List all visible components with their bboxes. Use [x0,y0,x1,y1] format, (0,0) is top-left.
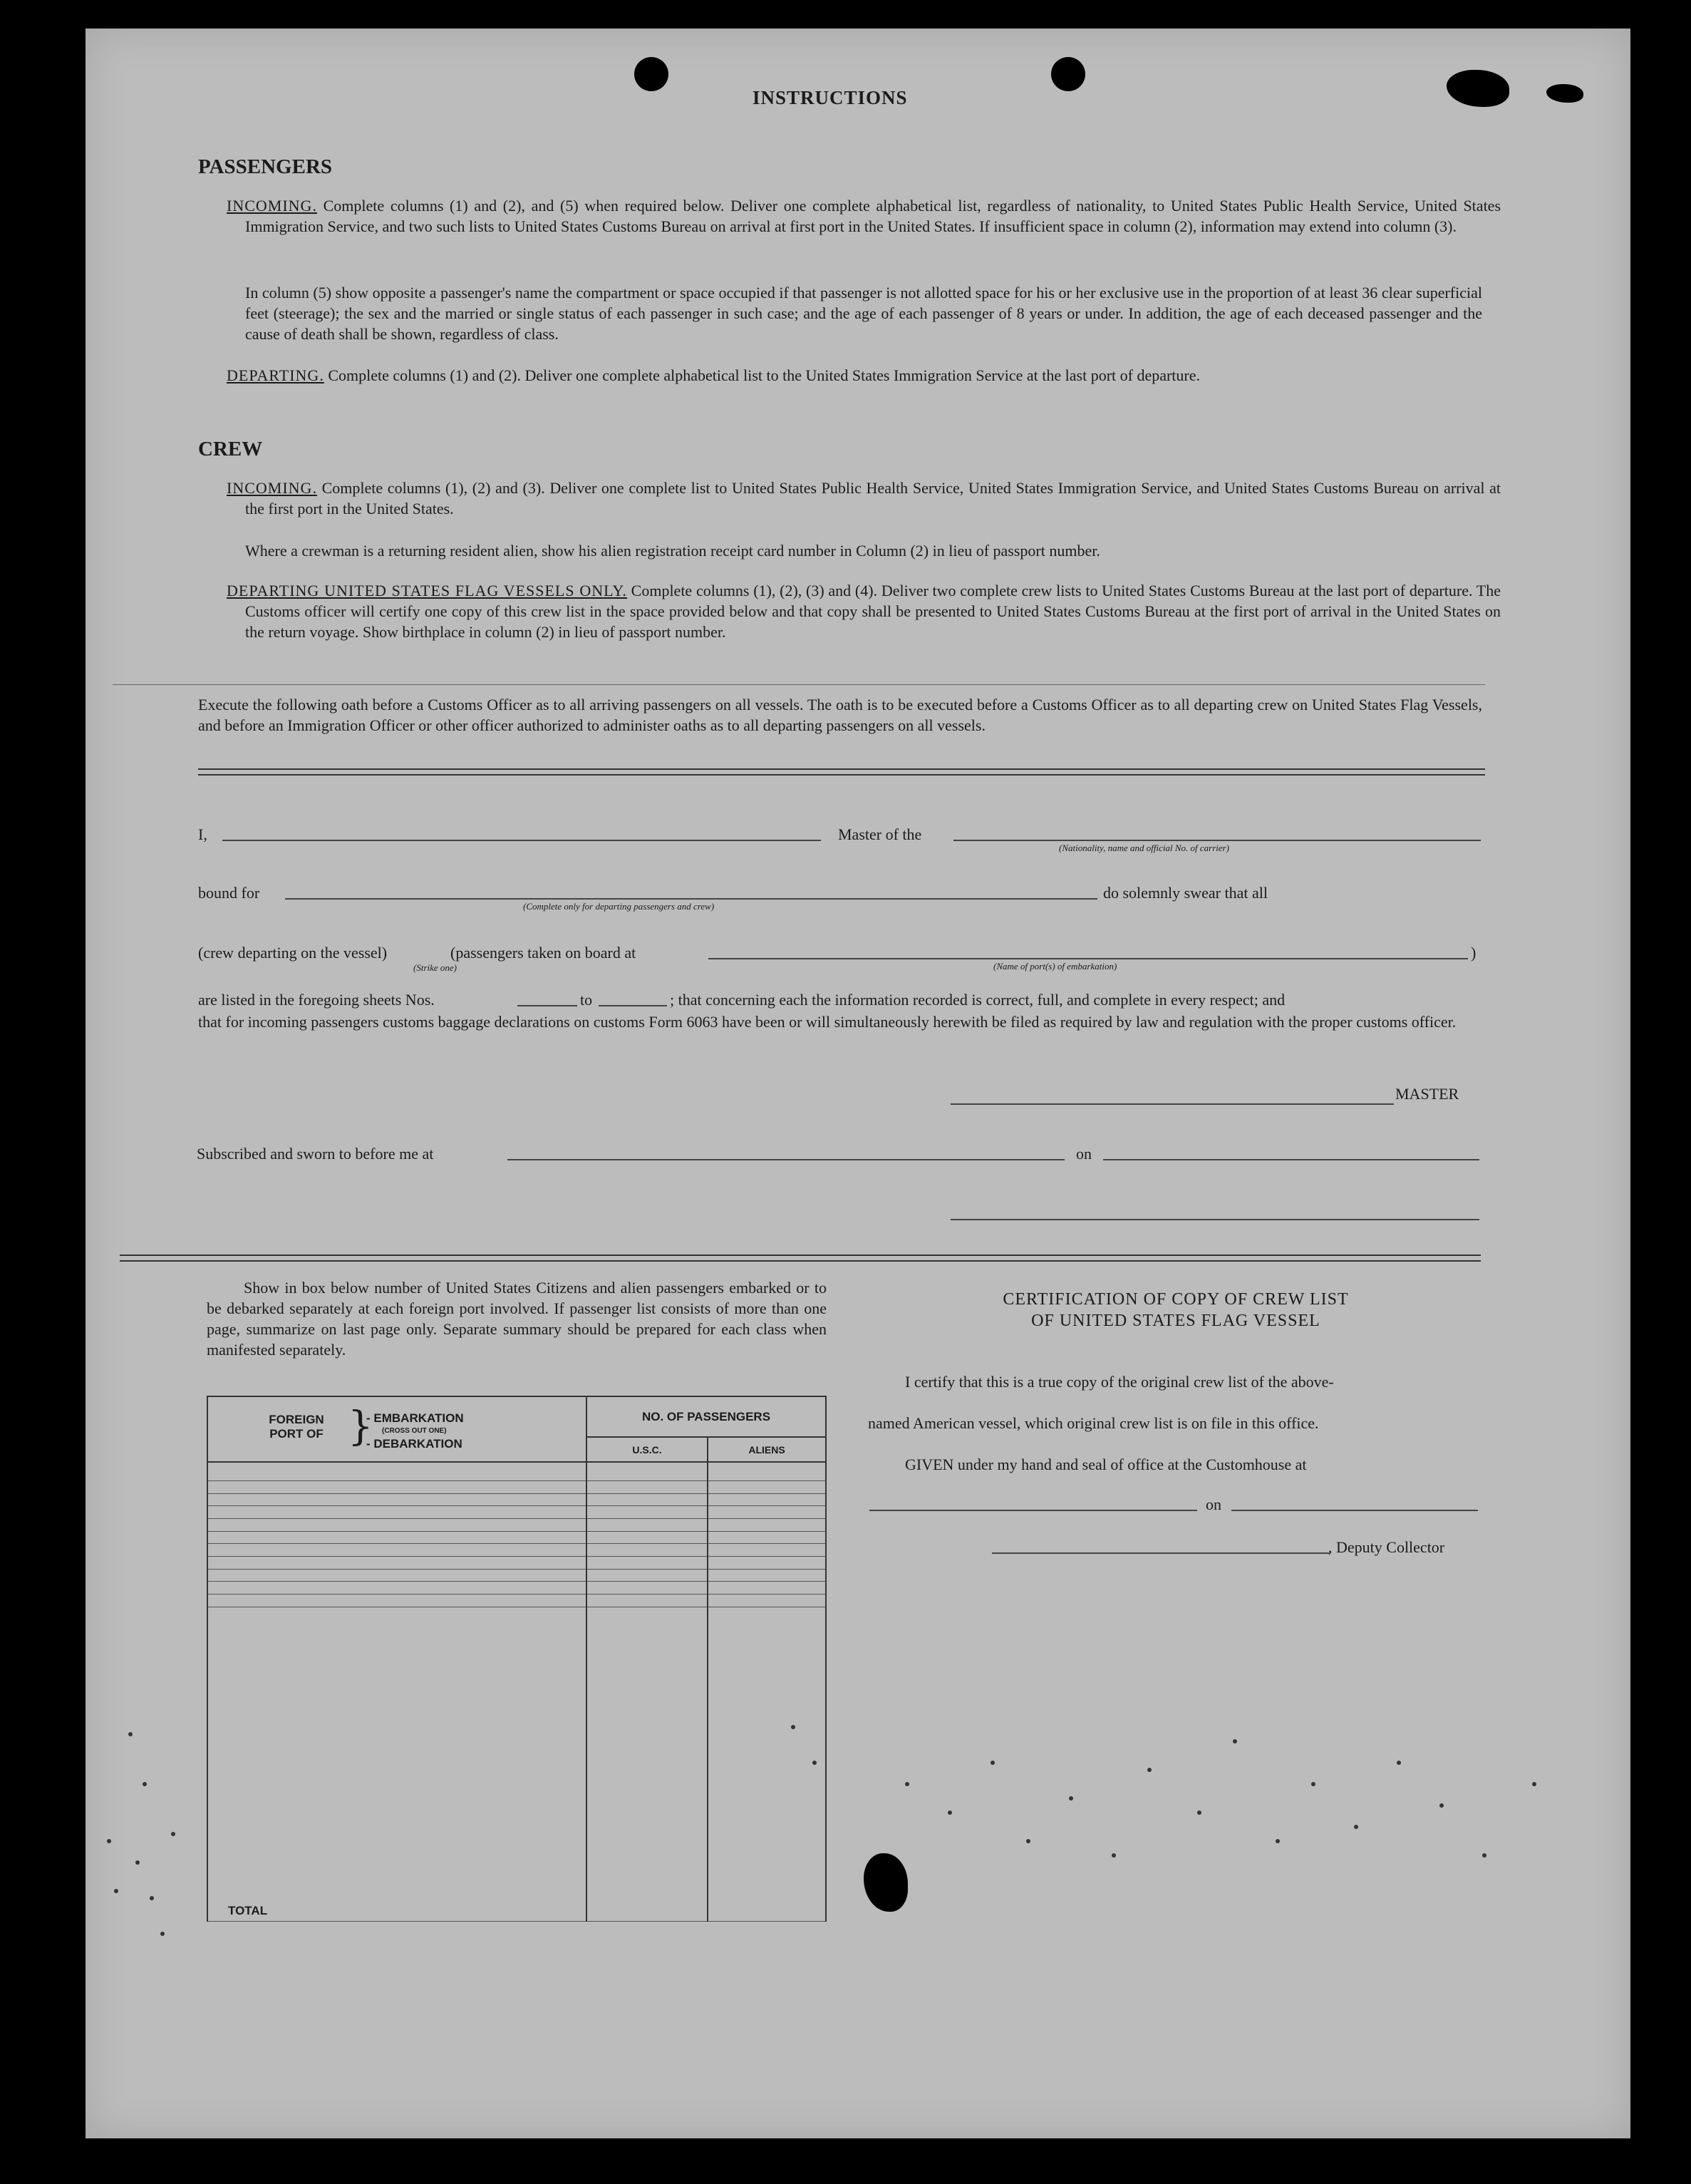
port-cell[interactable] [207,1518,586,1531]
listed-sheets-post: ; that concerning each the information recorded is correct, full, and complete in every respect; and [670,991,1286,1009]
swear-text: do solemnly swear that all [1103,884,1268,902]
port-cell[interactable] [207,1594,586,1607]
total-row [207,1607,826,1921]
summary-row [207,1594,826,1607]
summary-row [207,1462,826,1480]
aliens-cell[interactable] [708,1518,826,1531]
summary-row [207,1544,826,1557]
bound-for-caption: (Complete only for departing passengers and crew) [523,901,715,912]
aliens-cell[interactable] [708,1569,826,1582]
passengers-heading: PASSENGERS [198,155,333,178]
passengers-column5-text: In column (5) show opposite a passenger's name the compartment or space occupied if that passenger is not allotted space for his or her exclusive use in the proportion of at least 36 clear superficial feet (steerage); the sex and the married or single status of each passenger in such case; and the age of each passenger of 8 years or under. In addition, the age of each deceased passenger and the cause of death shall be shown, regardless of class. [245,284,1482,343]
bound-for-field[interactable] [285,898,1097,900]
master-name-field[interactable] [222,840,821,841]
deputy-collector-label: , Deputy Collector [1328,1538,1445,1556]
crew-departing-paragraph [227,580,1501,642]
punch-hole-right [1051,57,1085,91]
crew-incoming-text: Complete columns (1), (2) and (3). Deliver one complete list to United States Public Health Service, United States Immigration Service, and United States Customs Bureau on arrival at the first port in the United States. [245,479,1501,517]
passengers-departing-text: Complete columns (1) and (2). Deliver one complete alphabetical list to the United States Immigration Service at the last port of departure. [328,366,1201,384]
usc-header: U.S.C. [586,1437,708,1462]
carrier-field[interactable] [953,840,1481,841]
officer-signature-field[interactable] [951,1219,1479,1220]
crew-resident-paragraph [245,540,1482,561]
crew-heading: CREW [198,438,263,460]
double-rule-bottom [198,774,1485,776]
summary-instruction: Show in box below number of United States Citizens and alien passengers embarked or to be debarked separately at each foreign port involved. If passenger list consists of more than one page, summarize on last page only. Separate summary should be prepared for each class when manifested separately. [207,1279,827,1359]
subscribed-label: Subscribed and sworn to before me at [197,1145,434,1163]
foreign-port-label: FOREIGN PORT OF [269,1413,324,1441]
usc-cell[interactable] [586,1462,708,1480]
usc-cell[interactable] [586,1480,708,1493]
summary-row [207,1531,826,1544]
sworn-on-field[interactable] [1103,1159,1479,1160]
certification-title [891,1289,1461,1331]
certification-date-field[interactable] [1231,1510,1478,1511]
bound-for-label: bound for [198,884,260,902]
debarkation-label[interactable]: - DEBARKATION [366,1437,462,1451]
certification-title-line1: CERTIFICATION OF COPY OF CREW LIST [1003,1290,1349,1309]
double-rule-lower-bottom [120,1260,1481,1262]
aliens-header: ALIENS [708,1437,826,1462]
sheet-to-field[interactable] [599,1005,667,1006]
crew-resident-text: Where a crewman is a returning resident alien, show his alien registration receipt card number in Column (2) in lieu of passport number. [245,542,1100,560]
port-cell[interactable] [207,1556,586,1569]
passengers-departing-lead: DEPARTING. [227,366,324,384]
usc-cell[interactable] [586,1582,708,1595]
strike-one-caption: (Strike one) [413,962,457,973]
listed-sheets-continued: that for incoming passengers customs baggage declarations on customs Form 6063 have been or will simultaneously herewith be filed as required by law and regulation with the proper customs officer. [198,1013,1457,1031]
summary-row [207,1556,826,1569]
summary-row [207,1480,826,1493]
usc-cell[interactable] [586,1544,708,1557]
port-embarkation-caption: (Name of port(s) of embarkation) [993,961,1117,972]
oath-i-label: I, [198,825,207,843]
listed-sheets-pre: are listed in the foregoing sheets Nos. [198,991,435,1009]
customhouse-field[interactable] [869,1510,1197,1511]
master-signature-field[interactable] [951,1103,1394,1105]
divider-rule [113,684,1485,685]
summary-row [207,1506,826,1519]
port-cell[interactable] [207,1462,586,1480]
port-cell[interactable] [207,1506,586,1519]
summary-row [207,1569,826,1582]
aliens-cell[interactable] [708,1582,826,1595]
certify-line1: I certify that this is a true copy of the original crew list of the above- [905,1373,1334,1391]
sworn-on-label: on [1076,1145,1092,1163]
total-aliens-cell[interactable] [708,1607,826,1921]
passengers-incoming-lead: INCOMING. [227,197,317,215]
aliens-cell[interactable] [708,1462,826,1480]
page-title: INSTRUCTIONS [753,87,908,108]
summary-row [207,1518,826,1531]
usc-cell[interactable] [586,1594,708,1607]
master-of-the-label: Master of the [838,825,922,843]
punch-hole-left [634,57,668,91]
crew-incoming-paragraph [227,478,1501,519]
port-cell[interactable] [207,1531,586,1544]
aliens-cell[interactable] [708,1480,826,1493]
no-passengers-header: NO. OF PASSENGERS [586,1396,826,1437]
aliens-cell[interactable] [708,1594,826,1607]
port-close-paren: ) [1471,944,1477,962]
passengers-column5-paragraph [245,282,1482,344]
port-cell[interactable] [207,1480,586,1493]
master-label: MASTER [1395,1085,1459,1103]
double-rule-lower-top [120,1255,1481,1256]
port-cell[interactable] [207,1582,586,1595]
certification-on-label: on [1206,1495,1221,1513]
sheet-from-field[interactable] [517,1005,577,1006]
passenger-summary-table [207,1396,827,1922]
crew-incoming-lead: INCOMING. [227,479,317,497]
summary-row [207,1493,826,1506]
usc-cell[interactable] [586,1531,708,1544]
usc-cell[interactable] [586,1493,708,1506]
passengers-departing-paragraph [227,365,1501,386]
passengers-incoming-paragraph [227,195,1501,237]
usc-cell[interactable] [586,1569,708,1582]
aliens-cell[interactable] [708,1493,826,1506]
oath-instruction: Execute the following oath before a Customs Officer as to all arriving passengers on all vessels. The oath is to be executed before a Customs Officer as to all departing crew on United States Flag Vessels, and before an Immigration Officer or other officer authorized to administer oaths as to all departing passengers on all vessels. [198,696,1482,734]
cross-out-label: (CROSS OUT ONE) [382,1427,447,1435]
aliens-cell[interactable] [708,1506,826,1519]
summary-row [207,1582,826,1595]
listed-sheets-to: to [580,991,593,1009]
carrier-caption: (Nationality, name and official No. of carrier) [1059,843,1230,853]
port-cell[interactable] [207,1544,586,1557]
aliens-cell[interactable] [708,1544,826,1557]
certify-line2: named American vessel, which original crew list is on file in this office. [868,1414,1319,1432]
crew-departing-text: Complete columns (1), (2), (3) and (4). Deliver two complete crew lists to United States Customs Bureau at the last port of departure. The Customs officer will certify one copy of this crew list in the space provided below and that copy shall be presented to United States Customs Bureau at the first port of arrival in the United States on the return voyage. Show birthplace in column (2) in lieu of passport number. [245,582,1501,641]
brace-icon: } [348,1403,373,1450]
port-cell[interactable] [207,1493,586,1506]
port-embarkation-field[interactable] [708,958,1468,959]
port-cell[interactable] [207,1569,586,1582]
total-label: TOTAL [207,1607,586,1921]
total-usc-cell[interactable] [586,1607,708,1921]
sworn-at-field[interactable] [507,1159,1065,1160]
given-line: GIVEN under my hand and seal of office at the Customhouse at [905,1456,1307,1473]
embarkation-label[interactable]: - EMBARKATION [366,1411,464,1425]
aliens-cell[interactable] [708,1531,826,1544]
usc-cell[interactable] [586,1556,708,1569]
crew-departing-lead: DEPARTING UNITED STATES FLAG VESSELS ONLY. [227,582,627,599]
passengers-taken-option[interactable]: (passengers taken on board at [450,944,636,962]
certification-title-line2: OF UNITED STATES FLAG VESSEL [1031,1312,1320,1330]
crew-departing-option[interactable]: (crew departing on the vessel) [198,944,388,962]
usc-cell[interactable] [586,1506,708,1519]
foreign-port-header [207,1396,586,1462]
passengers-incoming-text: Complete columns (1) and (2), and (5) when required below. Deliver one complete alphabetical list, regardless of nationality, to United States Public Health Service, United States Immigration Service, and two such lists to United States Customs Bureau on arrival at first port in the United States. If insufficient space in column (2), information may extend into column (3). [245,197,1501,235]
deputy-signature-field[interactable] [992,1552,1330,1554]
aliens-cell[interactable] [708,1556,826,1569]
usc-cell[interactable] [586,1518,708,1531]
double-rule-top [198,768,1485,770]
